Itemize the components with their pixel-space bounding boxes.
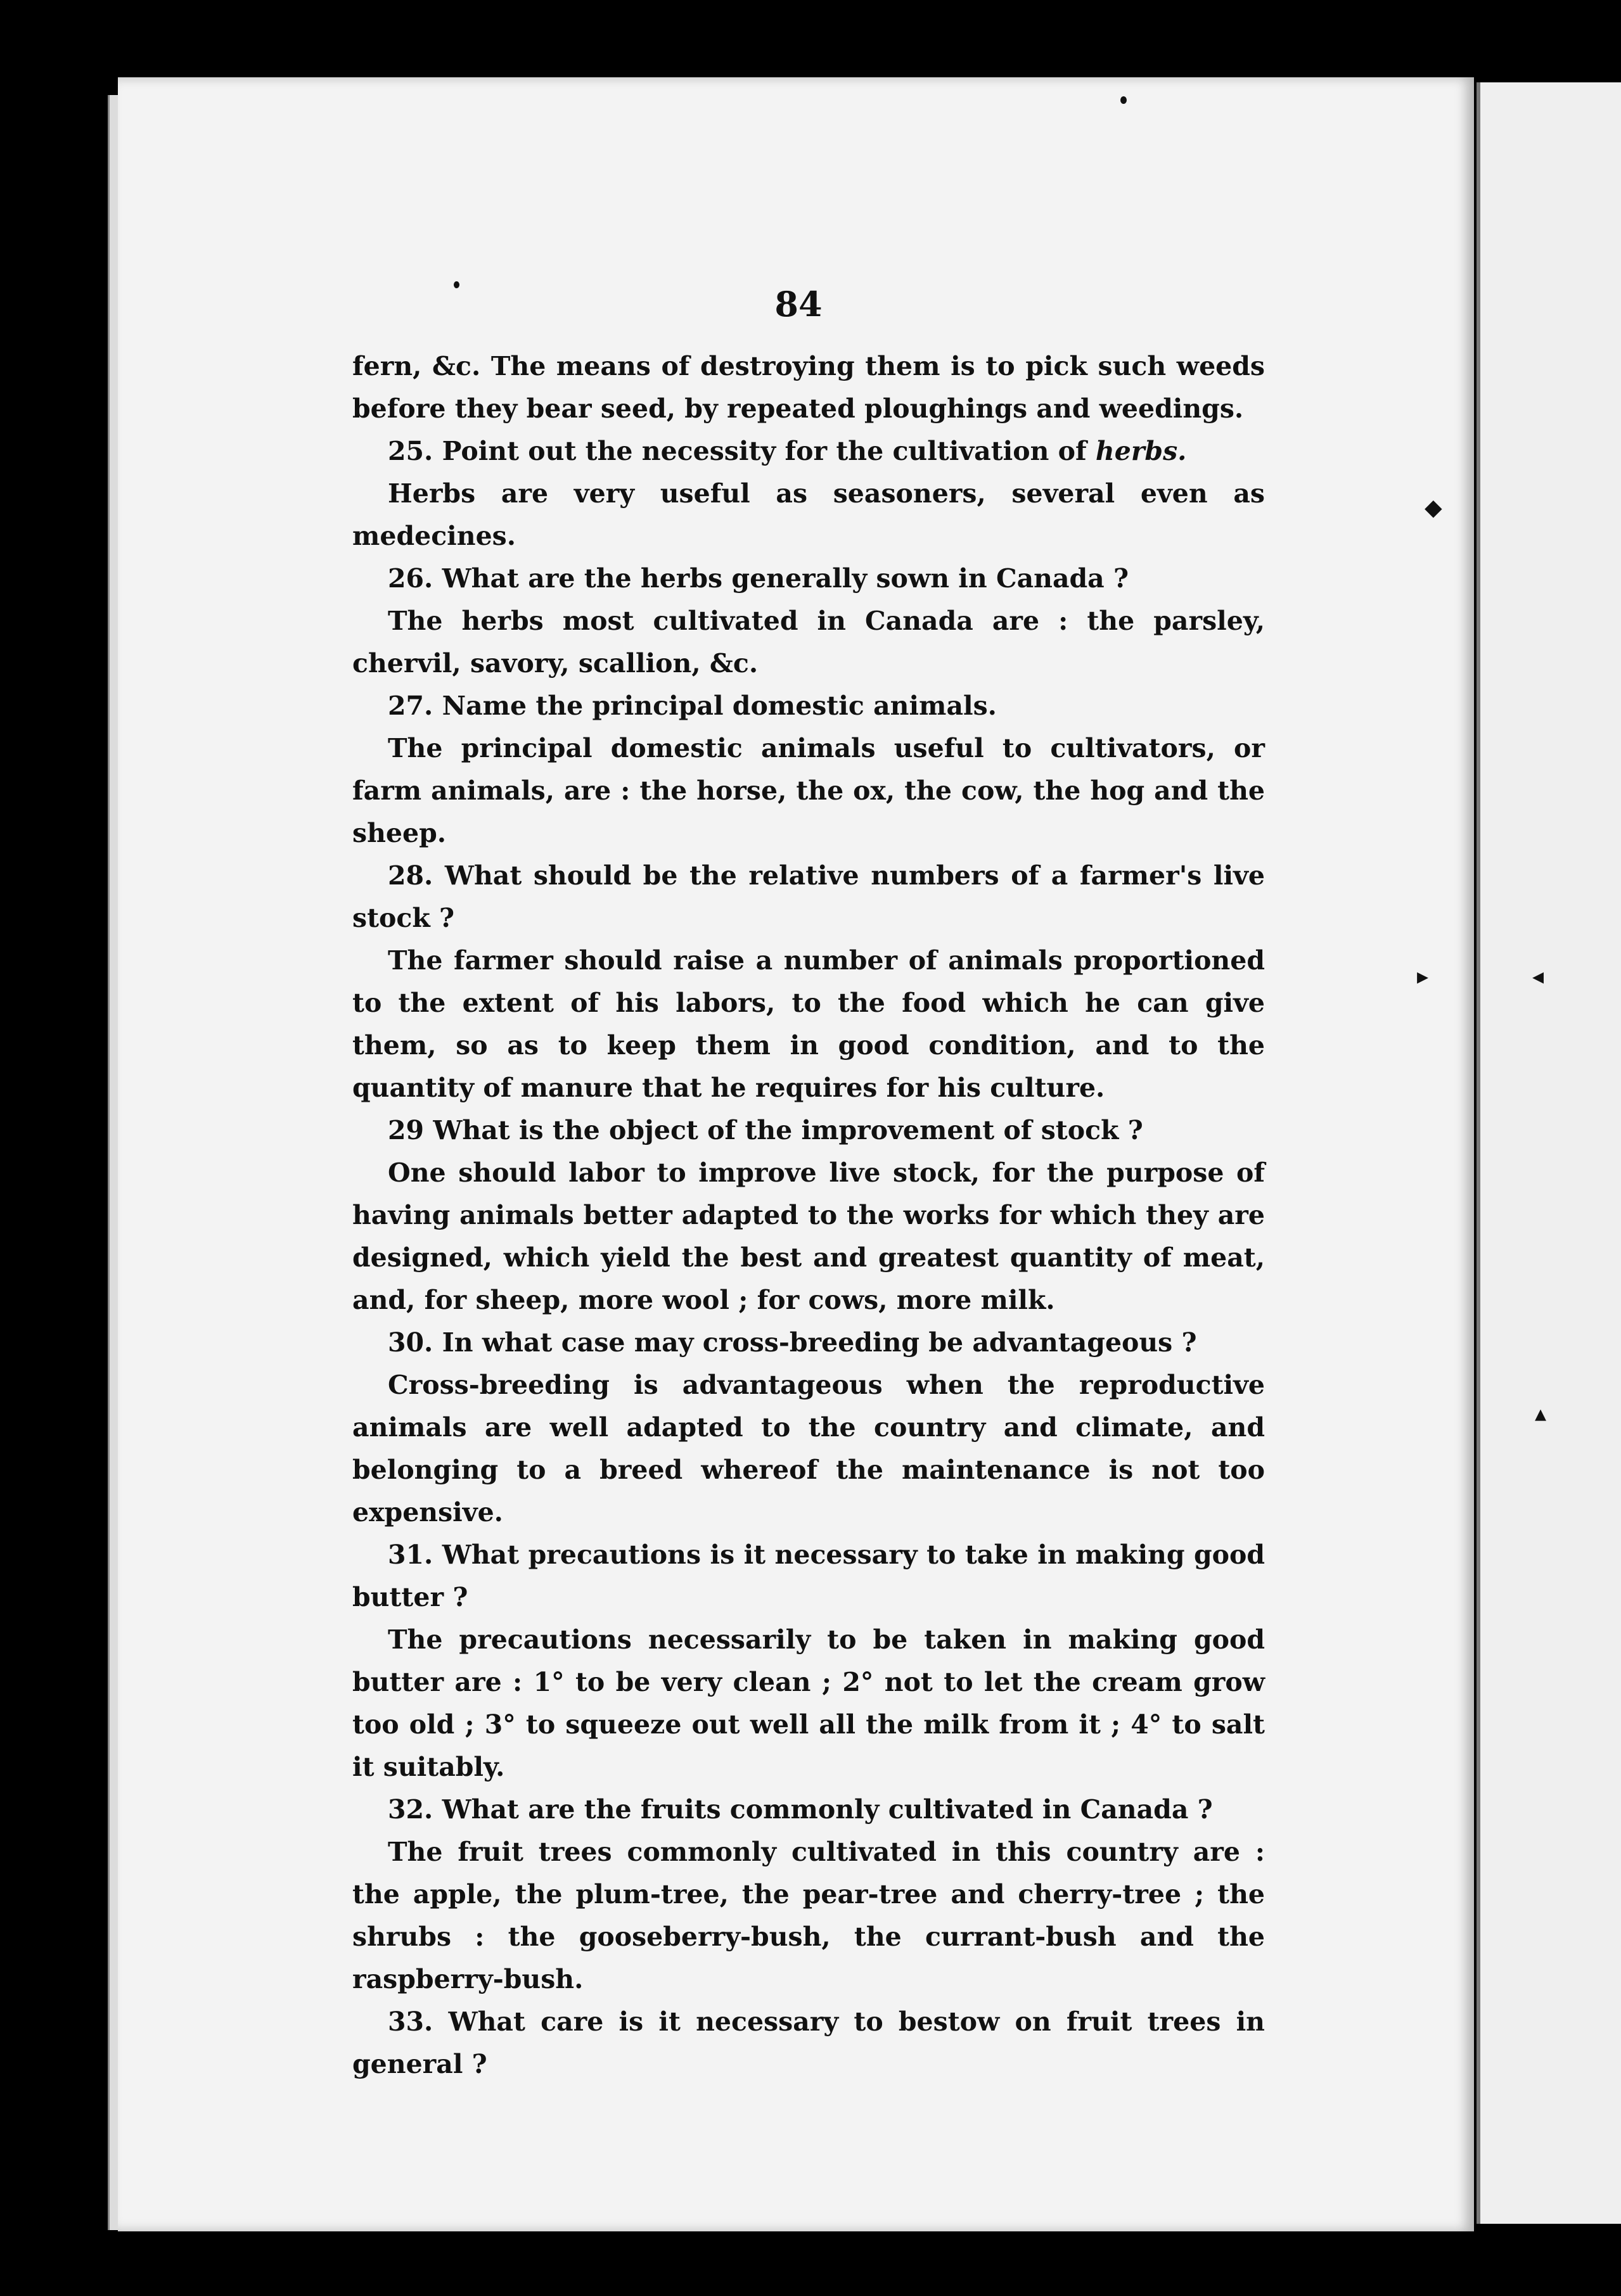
answer-27: The principal domestic animals useful to cultivators, or farm animals, are : the horse, the ox, the cow, the hog and the sheep. xyxy=(352,733,1265,848)
question-29 xyxy=(352,1109,1265,1152)
margin-mark: ▴ xyxy=(1535,1400,1547,1427)
question-text: In what case may cross-breeding be advantageous ? xyxy=(442,1327,1197,1358)
question-number: 31. xyxy=(388,1540,433,1570)
question-text-italic: herbs. xyxy=(1095,436,1187,466)
answer-29: One should labor to improve live stock, for the purpose of having animals better adapted to the works for which they are designed, which yield the best and greatest quantity of meat, and, for sheep, more wool ; for cows, more milk. xyxy=(352,1158,1265,1315)
question-text: What are the fruits commonly cultivated in Canada ? xyxy=(442,1794,1213,1825)
question-33 xyxy=(352,2001,1265,2086)
opening-paragraph: fern, &c. The means of destroying them is to pick such weeds before they bear seed, by repeated ploughings and weedings. xyxy=(352,351,1265,424)
question-28 xyxy=(352,855,1265,940)
question-number: 30. xyxy=(388,1327,433,1358)
margin-mark: ◆ xyxy=(1425,494,1442,521)
question-32 xyxy=(352,1789,1265,1831)
question-text: What should be the relative numbers of a farmer's live stock ? xyxy=(352,860,1265,933)
page-body xyxy=(352,345,1265,2086)
question-text: What precautions is it necessary to take in making good butter ? xyxy=(352,1540,1265,1612)
speck xyxy=(454,281,459,288)
answer-32: The fruit trees commonly cultivated in this country are : the apple, the plum-tree, the pear-tree and cherry-tree ; the shrubs : the gooseberry-bush, the currant-bush and the raspberry-bush. xyxy=(352,1837,1265,1994)
question-text: What is the object of the improvement of stock ? xyxy=(433,1115,1143,1145)
answer-25: Herbs are very useful as seasoners, several even as medecines. xyxy=(352,478,1265,551)
answer-30: Cross-breeding is advantageous when the reproductive animals are well adapted to the country and climate, and belonging to a breed whereof the maintenance is not too expensive. xyxy=(352,1370,1265,1527)
margin-mark: ◂ xyxy=(1532,963,1544,990)
answer-31: The precautions necessarily to be taken in making good butter are : 1° to be very clean ; 2° not to let the cream grow too old ; 3° to squeeze out well all the milk from it ; 4° to salt it suitably. xyxy=(352,1624,1265,1782)
question-number: 26. xyxy=(388,563,433,594)
answer-26: The herbs most cultivated in Canada are : the parsley, chervil, savory, scallion, &c. xyxy=(352,606,1265,679)
question-text: What care is it necessary to bestow on fruit trees in general ? xyxy=(352,2006,1265,2079)
question-30 xyxy=(352,1322,1265,1364)
question-number: 27. xyxy=(388,691,433,721)
question-26 xyxy=(352,558,1265,600)
question-text: Name the principal domestic animals. xyxy=(442,691,997,721)
question-text: What are the herbs generally sown in Canada ? xyxy=(442,563,1129,594)
margin-mark: ▸ xyxy=(1417,963,1429,990)
question-31 xyxy=(352,1534,1265,1619)
question-text: Point out the necessity for the cultivation of xyxy=(442,436,1096,466)
question-number: 29 xyxy=(388,1115,425,1145)
question-25 xyxy=(352,430,1265,473)
speck xyxy=(1120,96,1127,104)
question-number: 32. xyxy=(388,1794,433,1825)
question-number: 33. xyxy=(388,2006,433,2037)
page-number: 84 xyxy=(774,284,823,324)
next-page-edge xyxy=(1477,82,1621,2224)
question-number: 28. xyxy=(388,860,433,891)
question-27 xyxy=(352,685,1265,727)
answer-28: The farmer should raise a number of animals proportioned to the extent of his labors, to the food which he can give them, so as to keep them in good condition, and to the quantity of manure that he requires for his culture. xyxy=(352,945,1265,1103)
question-number: 25. xyxy=(388,436,433,466)
